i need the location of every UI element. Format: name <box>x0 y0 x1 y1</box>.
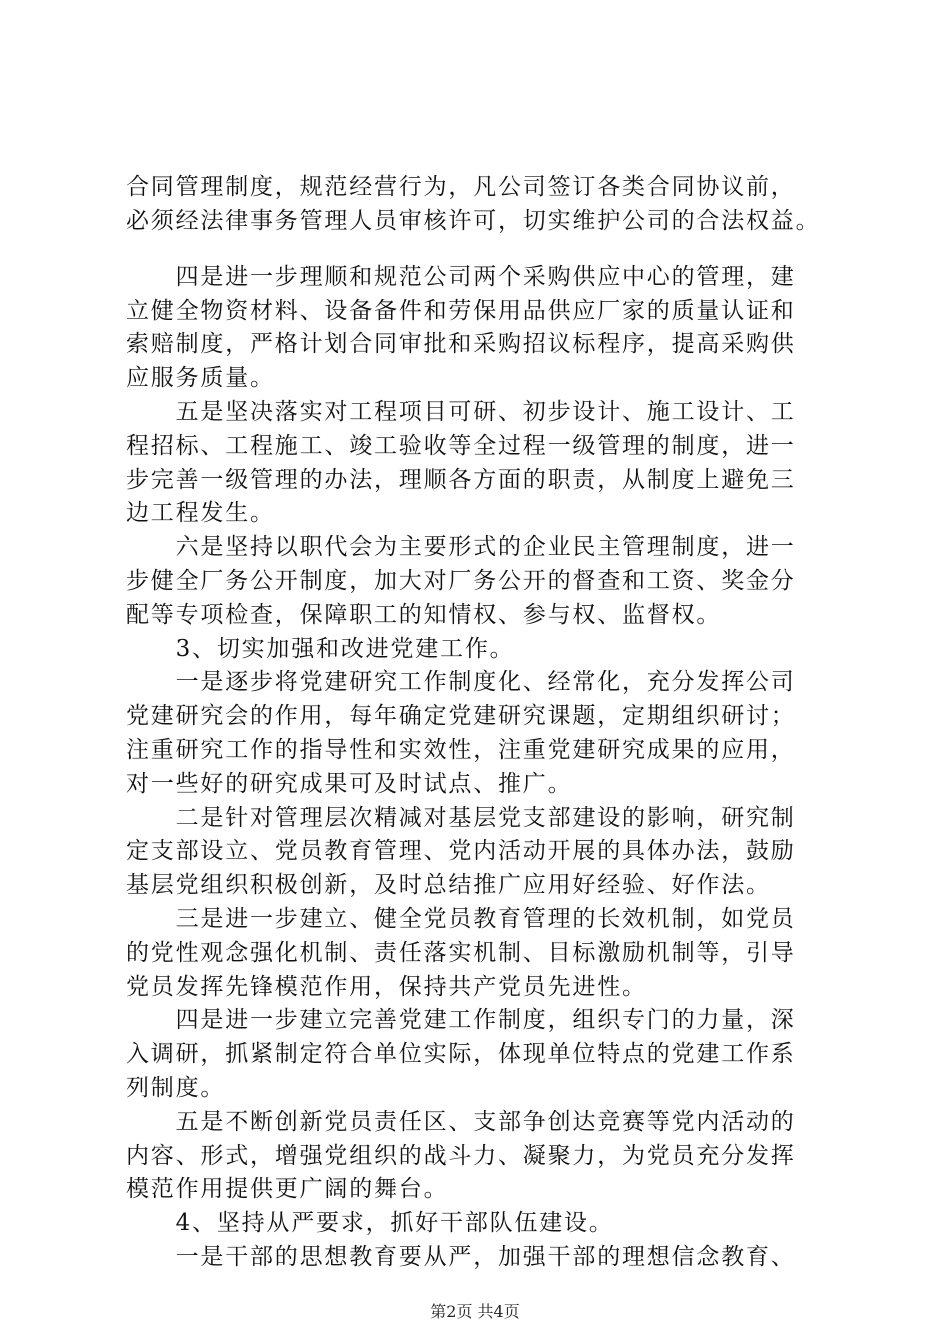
text-line: 基层党组织积极创新，及时总结推广应用好经验、好作法。 <box>126 872 771 898</box>
text-line: 二是针对管理层次精减对基层党支部建设的影响，研究制 <box>126 805 796 831</box>
text-line: 党员发挥先锋模范作用，保持共产党员先进性。 <box>126 974 647 1000</box>
text-line: 立健全物资材料、设备备件和劳保用品供应厂家的质量认证和 <box>126 298 796 324</box>
text-line: 对一些好的研究成果可及时试点、推广。 <box>126 771 573 797</box>
text-line: 3、切实加强和改进党建工作。 <box>126 636 515 662</box>
text-line: 的党性观念强化机制、责任落实机制、目标激励机制等，引导 <box>126 940 796 966</box>
text-line: 列制度。 <box>126 1075 226 1101</box>
page-number-footer: 第2页 共4页 <box>430 1302 520 1321</box>
text-line: 定支部设立、党员教育管理、党内活动开展的具体办法，鼓励 <box>126 838 796 864</box>
text-line: 应服务质量。 <box>126 365 275 391</box>
text-line: 四是进一步理顺和规范公司两个采购供应中心的管理，建 <box>126 264 796 290</box>
text-line: 合同管理制度，规范经营行为，凡公司签订各类合同协议前， <box>126 174 796 200</box>
text-line: 三是进一步建立、健全党员教育管理的长效机制，如党员 <box>126 906 796 932</box>
text-line: 一是干部的思想教育要从严，加强干部的理想信念教育、 <box>126 1244 796 1270</box>
text-line: 索赔制度，严格计划合同审批和采购招议标程序，提高采购供 <box>126 331 796 357</box>
text-line: 一是逐步将党建研究工作制度化、经常化，充分发挥公司 <box>126 669 796 695</box>
text-line: 入调研，抓紧制定符合单位实际，体现单位特点的党建工作系 <box>126 1041 796 1067</box>
text-line: 程招标、工程施工、竣工验收等全过程一级管理的制度，进一 <box>126 433 796 459</box>
text-line: 步完善一级管理的办法，理顺各方面的职责，从制度上避免三 <box>126 467 796 493</box>
text-line: 五是坚决落实对工程项目可研、初步设计、施工设计、工 <box>126 399 796 425</box>
text-line: 边工程发生。 <box>126 500 275 526</box>
text-line: 4、坚持从严要求，抓好干部队伍建设。 <box>126 1210 614 1236</box>
text-line: 内容、形式，增强党组织的战斗力、凝聚力，为党员充分发挥 <box>126 1143 796 1169</box>
text-line: 步健全厂务公开制度，加大对厂务公开的督查和工资、奖金分 <box>126 568 796 594</box>
text-line: 党建研究会的作用，每年确定党建研究课题，定期组织研讨； <box>126 703 796 729</box>
text-line: 六是坚持以职代会为主要形式的企业民主管理制度，进一 <box>126 534 796 560</box>
text-line: 必须经法律事务管理人员审核许可，切实维护公司的合法权益。 <box>126 208 821 234</box>
text-line: 配等专项检查，保障职工的知情权、参与权、监督权。 <box>126 602 722 628</box>
text-line: 注重研究工作的指导性和实效性，注重党建研究成果的应用， <box>126 737 796 763</box>
text-line: 四是进一步建立完善党建工作制度，组织专门的力量，深 <box>126 1007 796 1033</box>
text-line: 五是不断创新党员责任区、支部争创达竞赛等党内活动的 <box>126 1109 796 1135</box>
text-line: 模范作用提供更广阔的舞台。 <box>126 1176 449 1202</box>
